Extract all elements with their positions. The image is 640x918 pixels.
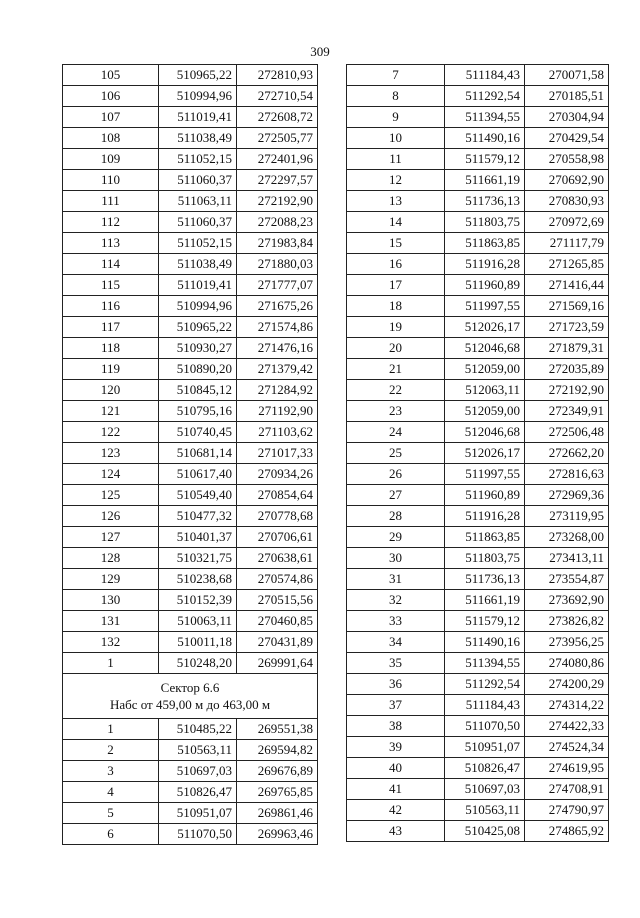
table-row: [63, 548, 318, 569]
y-coordinate-cell: 272192,90: [237, 191, 318, 212]
table-row: [63, 740, 318, 761]
x-coordinate-cell: 510425,08: [445, 821, 525, 842]
y-coordinate-cell: 271777,07: [237, 275, 318, 296]
y-coordinate-cell: 270638,61: [237, 548, 318, 569]
x-coordinate-cell: 512046,68: [445, 338, 525, 359]
page-number: 309: [310, 44, 330, 59]
x-coordinate-cell: 511038,49: [159, 254, 237, 275]
y-coordinate-cell: 273268,00: [525, 527, 609, 548]
y-coordinate-cell: 270574,86: [237, 569, 318, 590]
point-number-cell: 116: [63, 296, 159, 317]
x-coordinate-cell: 511394,55: [445, 107, 525, 128]
table-row: [63, 485, 318, 506]
y-coordinate-cell: 271675,26: [237, 296, 318, 317]
y-coordinate-cell: 269991,64: [237, 653, 318, 674]
table-row: [63, 170, 318, 191]
table-row: [63, 359, 318, 380]
x-coordinate-cell: 512046,68: [445, 422, 525, 443]
point-number-cell: 29: [347, 527, 445, 548]
y-coordinate-cell: 274200,29: [525, 674, 609, 695]
x-coordinate-cell: 510890,20: [159, 359, 237, 380]
table-row: [347, 401, 609, 422]
table-row: [347, 779, 609, 800]
point-number-cell: 125: [63, 485, 159, 506]
x-coordinate-cell: 510994,96: [159, 86, 237, 107]
y-coordinate-cell: 273692,90: [525, 590, 609, 611]
point-number-cell: 35: [347, 653, 445, 674]
x-coordinate-cell: 511960,89: [445, 485, 525, 506]
y-coordinate-cell: 270558,98: [525, 149, 609, 170]
point-number-cell: 6: [63, 824, 159, 845]
x-coordinate-cell: 512059,00: [445, 401, 525, 422]
y-coordinate-cell: 272710,54: [237, 86, 318, 107]
y-coordinate-cell: 274314,22: [525, 695, 609, 716]
y-coordinate-cell: 271284,92: [237, 380, 318, 401]
point-number-cell: 16: [347, 254, 445, 275]
table-row: [63, 443, 318, 464]
y-coordinate-cell: 273826,82: [525, 611, 609, 632]
x-coordinate-cell: 511019,41: [159, 275, 237, 296]
x-coordinate-cell: 511292,54: [445, 674, 525, 695]
point-number-cell: 32: [347, 590, 445, 611]
table-row: [63, 527, 318, 548]
x-coordinate-cell: 511803,75: [445, 212, 525, 233]
point-number-cell: 41: [347, 779, 445, 800]
table-row: [347, 548, 609, 569]
point-number-cell: 126: [63, 506, 159, 527]
point-number-cell: 110: [63, 170, 159, 191]
table-row: [63, 191, 318, 212]
table-row: [63, 803, 318, 824]
y-coordinate-cell: 271379,42: [237, 359, 318, 380]
x-coordinate-cell: 510965,22: [159, 65, 237, 86]
y-coordinate-cell: 270515,56: [237, 590, 318, 611]
table-row: [347, 653, 609, 674]
point-number-cell: 27: [347, 485, 445, 506]
y-coordinate-cell: 271574,86: [237, 317, 318, 338]
point-number-cell: 9: [347, 107, 445, 128]
x-coordinate-cell: 510697,03: [445, 779, 525, 800]
x-coordinate-cell: 511019,41: [159, 107, 237, 128]
x-coordinate-cell: 510477,32: [159, 506, 237, 527]
x-coordinate-cell: 511070,50: [159, 824, 237, 845]
x-coordinate-cell: 511863,85: [445, 527, 525, 548]
point-number-cell: 115: [63, 275, 159, 296]
x-coordinate-cell: 511579,12: [445, 149, 525, 170]
y-coordinate-cell: 271880,03: [237, 254, 318, 275]
table-row: [63, 275, 318, 296]
table-row: [347, 317, 609, 338]
point-number-cell: 42: [347, 800, 445, 821]
table-row: [347, 527, 609, 548]
table-row: [63, 422, 318, 443]
y-coordinate-cell: 272505,77: [237, 128, 318, 149]
x-coordinate-cell: 510930,27: [159, 338, 237, 359]
point-number-cell: 22: [347, 380, 445, 401]
point-number-cell: 122: [63, 422, 159, 443]
table-row: [63, 632, 318, 653]
table-row: [63, 65, 318, 86]
table-row: [347, 212, 609, 233]
x-coordinate-cell: 510011,18: [159, 632, 237, 653]
table-row: [347, 506, 609, 527]
y-coordinate-cell: 272035,89: [525, 359, 609, 380]
table-row: [347, 149, 609, 170]
table-row: [347, 590, 609, 611]
point-number-cell: 19: [347, 317, 445, 338]
sector-title: Сектор 6.6: [160, 680, 220, 695]
y-coordinate-cell: 274524,34: [525, 737, 609, 758]
x-coordinate-cell: 512026,17: [445, 317, 525, 338]
table-row: [347, 275, 609, 296]
table-row: [347, 170, 609, 191]
x-coordinate-cell: 511038,49: [159, 128, 237, 149]
x-coordinate-cell: 510563,11: [445, 800, 525, 821]
table-row: [63, 254, 318, 275]
y-coordinate-cell: 273554,87: [525, 569, 609, 590]
table-row: [347, 716, 609, 737]
y-coordinate-cell: 274422,33: [525, 716, 609, 737]
point-number-cell: 130: [63, 590, 159, 611]
x-coordinate-cell: 511916,28: [445, 506, 525, 527]
point-number-cell: 129: [63, 569, 159, 590]
x-coordinate-cell: 510681,14: [159, 443, 237, 464]
x-coordinate-cell: 511184,43: [445, 65, 525, 86]
table-row: [347, 107, 609, 128]
point-number-cell: 2: [63, 740, 159, 761]
table-row: [347, 674, 609, 695]
x-coordinate-cell: 511960,89: [445, 275, 525, 296]
table-row: [347, 65, 609, 86]
table-row: [347, 443, 609, 464]
point-number-cell: 109: [63, 149, 159, 170]
table-row: [63, 338, 318, 359]
x-coordinate-cell: 511060,37: [159, 212, 237, 233]
table-row: [347, 191, 609, 212]
y-coordinate-cell: 273119,95: [525, 506, 609, 527]
x-coordinate-cell: 511863,85: [445, 233, 525, 254]
x-coordinate-cell: 510994,96: [159, 296, 237, 317]
point-number-cell: 11: [347, 149, 445, 170]
x-coordinate-cell: 510485,22: [159, 719, 237, 740]
point-number-cell: 128: [63, 548, 159, 569]
x-coordinate-cell: 510845,12: [159, 380, 237, 401]
x-coordinate-cell: 511736,13: [445, 191, 525, 212]
table-row: [347, 800, 609, 821]
point-number-cell: 105: [63, 65, 159, 86]
x-coordinate-cell: 511490,16: [445, 632, 525, 653]
point-number-cell: 5: [63, 803, 159, 824]
point-number-cell: 132: [63, 632, 159, 653]
point-number-cell: 28: [347, 506, 445, 527]
x-coordinate-cell: 511394,55: [445, 653, 525, 674]
point-number-cell: 26: [347, 464, 445, 485]
table-row: [63, 149, 318, 170]
point-number-cell: 38: [347, 716, 445, 737]
table-row: [347, 233, 609, 254]
y-coordinate-cell: 273956,25: [525, 632, 609, 653]
y-coordinate-cell: 270830,93: [525, 191, 609, 212]
x-coordinate-cell: 511052,15: [159, 233, 237, 254]
point-number-cell: 12: [347, 170, 445, 191]
table-row: [347, 359, 609, 380]
y-coordinate-cell: 270854,64: [237, 485, 318, 506]
table-row: [347, 464, 609, 485]
y-coordinate-cell: 274080,86: [525, 653, 609, 674]
table-row: [63, 317, 318, 338]
y-coordinate-cell: 269594,82: [237, 740, 318, 761]
point-number-cell: 1: [63, 719, 159, 740]
y-coordinate-cell: 270972,69: [525, 212, 609, 233]
point-number-cell: 123: [63, 443, 159, 464]
x-coordinate-cell: 510617,40: [159, 464, 237, 485]
table-row: [347, 632, 609, 653]
y-coordinate-cell: 270185,51: [525, 86, 609, 107]
table-row: [347, 128, 609, 149]
point-number-cell: 24: [347, 422, 445, 443]
y-coordinate-cell: 272810,93: [237, 65, 318, 86]
point-number-cell: 121: [63, 401, 159, 422]
x-coordinate-cell: 510826,47: [445, 758, 525, 779]
table-row: [347, 695, 609, 716]
x-coordinate-cell: 510951,07: [445, 737, 525, 758]
table-row: [63, 506, 318, 527]
y-coordinate-cell: 270934,26: [237, 464, 318, 485]
x-coordinate-cell: 511292,54: [445, 86, 525, 107]
y-coordinate-cell: 270431,89: [237, 632, 318, 653]
point-number-cell: 31: [347, 569, 445, 590]
point-number-cell: 111: [63, 191, 159, 212]
y-coordinate-cell: 271103,62: [237, 422, 318, 443]
point-number-cell: 124: [63, 464, 159, 485]
x-coordinate-cell: 511184,43: [445, 695, 525, 716]
point-number-cell: 15: [347, 233, 445, 254]
table-row: [347, 737, 609, 758]
x-coordinate-cell: 510401,37: [159, 527, 237, 548]
y-coordinate-cell: 272662,20: [525, 443, 609, 464]
y-coordinate-cell: 272969,36: [525, 485, 609, 506]
y-coordinate-cell: 270304,94: [525, 107, 609, 128]
y-coordinate-cell: 272401,96: [237, 149, 318, 170]
y-coordinate-cell: 271983,84: [237, 233, 318, 254]
y-coordinate-cell: 271569,16: [525, 296, 609, 317]
point-number-cell: 10: [347, 128, 445, 149]
y-coordinate-cell: 271017,33: [237, 443, 318, 464]
x-coordinate-cell: 510248,20: [159, 653, 237, 674]
y-coordinate-cell: 271117,79: [525, 233, 609, 254]
x-coordinate-cell: 510321,75: [159, 548, 237, 569]
table-row: [63, 653, 318, 674]
y-coordinate-cell: 269963,46: [237, 824, 318, 845]
y-coordinate-cell: 273413,11: [525, 548, 609, 569]
point-number-cell: 131: [63, 611, 159, 632]
point-number-cell: 127: [63, 527, 159, 548]
y-coordinate-cell: 269676,89: [237, 761, 318, 782]
point-number-cell: 108: [63, 128, 159, 149]
table-row: [63, 296, 318, 317]
table-row: [347, 611, 609, 632]
y-coordinate-cell: 272192,90: [525, 380, 609, 401]
y-coordinate-cell: 270071,58: [525, 65, 609, 86]
table-row: [347, 296, 609, 317]
point-number-cell: 39: [347, 737, 445, 758]
table-row: [63, 86, 318, 107]
y-coordinate-cell: 274619,95: [525, 758, 609, 779]
x-coordinate-cell: 510795,16: [159, 401, 237, 422]
point-number-cell: 30: [347, 548, 445, 569]
point-number-cell: 106: [63, 86, 159, 107]
y-coordinate-cell: 274865,92: [525, 821, 609, 842]
x-coordinate-cell: 511070,50: [445, 716, 525, 737]
y-coordinate-cell: 271192,90: [237, 401, 318, 422]
x-coordinate-cell: 510951,07: [159, 803, 237, 824]
table-row: [63, 401, 318, 422]
point-number-cell: 4: [63, 782, 159, 803]
x-coordinate-cell: 511063,11: [159, 191, 237, 212]
sector-header-row: [63, 674, 318, 719]
y-coordinate-cell: 271265,85: [525, 254, 609, 275]
table-row: [63, 464, 318, 485]
table-row: [63, 128, 318, 149]
x-coordinate-cell: 510063,11: [159, 611, 237, 632]
y-coordinate-cell: 272297,57: [237, 170, 318, 191]
y-coordinate-cell: 269765,85: [237, 782, 318, 803]
point-number-cell: 118: [63, 338, 159, 359]
table-row: [347, 758, 609, 779]
table-row: [63, 107, 318, 128]
table-row: [347, 422, 609, 443]
y-coordinate-cell: 272816,63: [525, 464, 609, 485]
x-coordinate-cell: 512063,11: [445, 380, 525, 401]
point-number-cell: 120: [63, 380, 159, 401]
table-row: [347, 254, 609, 275]
x-coordinate-cell: 511916,28: [445, 254, 525, 275]
x-coordinate-cell: 511490,16: [445, 128, 525, 149]
y-coordinate-cell: 269861,46: [237, 803, 318, 824]
table-row: [347, 380, 609, 401]
y-coordinate-cell: 269551,38: [237, 719, 318, 740]
point-number-cell: 8: [347, 86, 445, 107]
x-coordinate-cell: 511661,19: [445, 590, 525, 611]
x-coordinate-cell: 511661,19: [445, 170, 525, 191]
table-row: [63, 569, 318, 590]
y-coordinate-cell: 272608,72: [237, 107, 318, 128]
point-number-cell: 34: [347, 632, 445, 653]
point-number-cell: 107: [63, 107, 159, 128]
x-coordinate-cell: 510826,47: [159, 782, 237, 803]
x-coordinate-cell: 510697,03: [159, 761, 237, 782]
x-coordinate-cell: 510238,68: [159, 569, 237, 590]
y-coordinate-cell: 270778,68: [237, 506, 318, 527]
point-number-cell: 37: [347, 695, 445, 716]
point-number-cell: 17: [347, 275, 445, 296]
x-coordinate-cell: 510152,39: [159, 590, 237, 611]
sector-header: [63, 674, 318, 719]
y-coordinate-cell: 270429,54: [525, 128, 609, 149]
point-number-cell: 25: [347, 443, 445, 464]
point-number-cell: 36: [347, 674, 445, 695]
x-coordinate-cell: 512026,17: [445, 443, 525, 464]
point-number-cell: 43: [347, 821, 445, 842]
point-number-cell: 23: [347, 401, 445, 422]
y-coordinate-cell: 271416,44: [525, 275, 609, 296]
x-coordinate-cell: 511579,12: [445, 611, 525, 632]
y-coordinate-cell: 271879,31: [525, 338, 609, 359]
x-coordinate-cell: 510740,45: [159, 422, 237, 443]
point-number-cell: 20: [347, 338, 445, 359]
x-coordinate-cell: 510965,22: [159, 317, 237, 338]
table-row: [63, 212, 318, 233]
x-coordinate-cell: 511052,15: [159, 149, 237, 170]
x-coordinate-cell: 510549,40: [159, 485, 237, 506]
table-row: [63, 233, 318, 254]
point-number-cell: 1: [63, 653, 159, 674]
point-number-cell: 13: [347, 191, 445, 212]
coordinates-table-left: [62, 64, 318, 845]
y-coordinate-cell: 270706,61: [237, 527, 318, 548]
point-number-cell: 7: [347, 65, 445, 86]
point-number-cell: 18: [347, 296, 445, 317]
x-coordinate-cell: 510563,11: [159, 740, 237, 761]
x-coordinate-cell: 512059,00: [445, 359, 525, 380]
y-coordinate-cell: 270460,85: [237, 611, 318, 632]
y-coordinate-cell: 274708,91: [525, 779, 609, 800]
table-row: [347, 338, 609, 359]
table-row: [347, 485, 609, 506]
point-number-cell: 40: [347, 758, 445, 779]
table-row: [63, 719, 318, 740]
coordinates-table-right: [346, 64, 609, 842]
y-coordinate-cell: 272088,23: [237, 212, 318, 233]
sector-subtitle: Набс от 459,00 м до 463,00 м: [109, 697, 271, 712]
y-coordinate-cell: 274790,97: [525, 800, 609, 821]
x-coordinate-cell: 511997,55: [445, 464, 525, 485]
point-number-cell: 3: [63, 761, 159, 782]
table-row: [63, 380, 318, 401]
x-coordinate-cell: 511803,75: [445, 548, 525, 569]
point-number-cell: 119: [63, 359, 159, 380]
table-row: [63, 611, 318, 632]
point-number-cell: 33: [347, 611, 445, 632]
table-row: [347, 821, 609, 842]
y-coordinate-cell: 271723,59: [525, 317, 609, 338]
x-coordinate-cell: 511060,37: [159, 170, 237, 191]
table-row: [347, 86, 609, 107]
point-number-cell: 117: [63, 317, 159, 338]
point-number-cell: 14: [347, 212, 445, 233]
point-number-cell: 112: [63, 212, 159, 233]
y-coordinate-cell: 272506,48: [525, 422, 609, 443]
table-row: [347, 569, 609, 590]
table-row: [63, 590, 318, 611]
point-number-cell: 114: [63, 254, 159, 275]
x-coordinate-cell: 511997,55: [445, 296, 525, 317]
y-coordinate-cell: 272349,91: [525, 401, 609, 422]
y-coordinate-cell: 271476,16: [237, 338, 318, 359]
point-number-cell: 21: [347, 359, 445, 380]
table-row: [63, 761, 318, 782]
x-coordinate-cell: 511736,13: [445, 569, 525, 590]
point-number-cell: 113: [63, 233, 159, 254]
table-row: [63, 824, 318, 845]
table-row: [63, 782, 318, 803]
y-coordinate-cell: 270692,90: [525, 170, 609, 191]
